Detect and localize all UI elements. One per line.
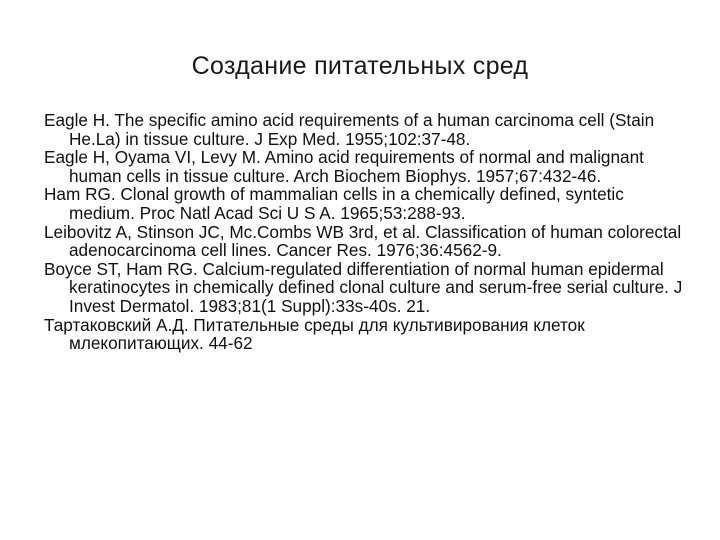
reference-item: Eagle H, Oyama VI, Levy M. Amino acid requirements of normal and malignant human cells in tissue culture. Arch Biochem Biophys. 1957;67:432-46.: [44, 147, 644, 186]
reference-item: Тартаковский А.Д. Питательные среды для культивирования клеток млекопитающих. 44-62: [44, 314, 585, 354]
reference-list: [44, 111, 684, 353]
reference-item: Ham RG. Clonal growth of mammalian cells in a chemically defined, syntetic medium. Proc Natl Acad Sci U S A. 1965;53:288-93.: [44, 184, 624, 223]
reference-item: Eagle H. The specific amino acid requirements of a human carcinoma cell (Stain He.La) in tissue culture. J Exp Med. 1955;102:37-48.: [44, 110, 655, 149]
reference-item: Leibovitz A, Stinson JC, Mc.Combs WB 3rd, et al. Classification of human colorectal adenocarcinoma cell lines. Cancer Res. 1976;36:4562-9.: [44, 221, 682, 261]
slide-title: Создание питательных сред: [191, 52, 529, 80]
reference-item: Boyce ST, Ham RG. Calcium-regulated differentiation of normal human epidermal keratinocytes in chemically defined clonal culture and serum-free serial culture. J Invest Dermatol. 1983;81(1 Suppl):33s-40s. 21.: [44, 258, 683, 316]
